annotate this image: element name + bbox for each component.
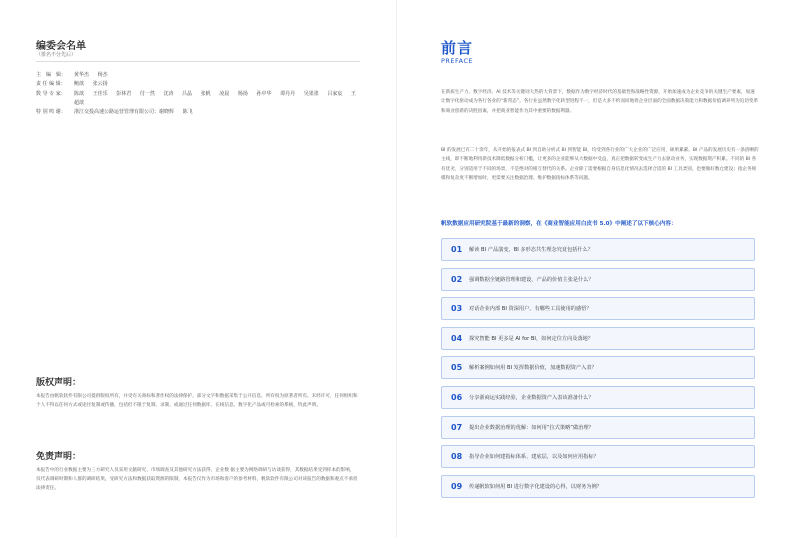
credit-name: 陈飞 <box>182 109 193 116</box>
question-item <box>441 445 755 468</box>
credit-name: 吕家宸 <box>327 90 343 97</box>
credit-names <box>74 71 358 80</box>
question-text: 提出企业数据治理的优解：如何用“拉式策略”做治理？ <box>469 424 594 431</box>
preface-paragraph-2: BI 的发展已有二十余年，从开始的报表式 BI 到自助分析式 BI 到智能 BI，均受到各行业的广大企业的广泛应用，硕果累累。BI 产品的发展历史有一条清晰的主线，即不断地利用新技术降低数据分析门槛，让更多的企业能够从大数据中受益，真正把数据转变成生产力去驱动业务，实现数据资产积累。不同的 BI 各有优劣，分别适用于不同的场景，不是绝对的相互替代的关系。企业除了需要根据自身信息化情况去选择合适的 BI 工具类别，也要做好数仓建设；指企务规模和复杂度不断增加时，更需要关注数据治理、维护数据指标体系等问题。 <box>441 148 759 182</box>
question-number: 08 <box>451 452 463 462</box>
question-text: 强调数据全链路管理和建设，产品的价值主张是什么？ <box>469 276 594 283</box>
credit-name: 张云扬 <box>92 81 108 88</box>
credit-row-special-thanks <box>36 108 358 117</box>
question-item <box>441 327 755 350</box>
question-number: 03 <box>451 304 463 314</box>
question-text: 对话企业内部 BI 资深用户，有哪些工具使用的感悟？ <box>469 306 592 313</box>
core-content-lead: 帆软数据应用研究院基于最新的洞察，在《商业智能应用白皮书 5.0》中阐述了以下核心内容： <box>441 221 677 227</box>
credit-name: 吴墨墨 <box>303 90 319 97</box>
credit-name: 王佳乐 <box>92 90 108 97</box>
question-item <box>441 268 755 291</box>
editorial-board-title: 编委会名单 <box>36 41 86 52</box>
credit-name: 吕晶 <box>182 90 193 97</box>
left-page <box>0 0 396 538</box>
credit-name: 谭丹丹 <box>280 90 296 97</box>
credit-name: 彭林君 <box>116 90 132 97</box>
question-text: 分享浙商运实践经验，企业数据资产入表该准备什么？ <box>469 394 594 401</box>
credit-name: 孙中华 <box>256 90 272 97</box>
credit-names <box>74 90 358 109</box>
credit-label: 特 别 鸣 谢： <box>36 109 66 116</box>
preface-title: 前言 <box>441 39 474 57</box>
credit-name: 陈歆 <box>74 90 85 97</box>
question-number: 05 <box>451 363 463 373</box>
preface-title-en: PREFACE <box>441 57 474 65</box>
question-text: 指导企业如何建指标体系、建底层，以及如何应用指标？ <box>469 454 599 461</box>
question-item <box>441 475 755 498</box>
credit-name: 杨扬 <box>237 90 248 97</box>
credit-name: 杨杰 <box>97 72 108 78</box>
credit-name: 张帆 <box>200 90 211 97</box>
question-item <box>441 238 755 261</box>
question-item <box>441 356 755 379</box>
credit-names <box>74 108 358 117</box>
copyright-title: 版权声明： <box>36 378 82 388</box>
credit-name: 鲍歆 <box>74 81 85 88</box>
credit-row-responsible-editor <box>36 80 358 89</box>
credit-name: 凌晨 <box>219 90 230 97</box>
right-page <box>397 0 793 538</box>
credit-name: 沈涛 <box>163 90 174 97</box>
divider-line <box>36 61 360 62</box>
question-text: 解析案例如何用 BI 发挥数据价值，加速数据资产入表？ <box>469 365 597 372</box>
preface-paragraph-1: 在新质生产力、数字经济、AI 技术等关键词大热的大背景下，数据作为数字经济时代的基础性和战略性资源，开始加速成为企业竞争的关键生产要素，加速让数字化驱动成为各行各业的“新常态”。各行业虽然数字化转型进程不一，但是大多不约而同地将企业层面的全面数据决策能力和数据价值调养列为迫切变革和商业创新的决胜因素，并把商业智能作为其中重要的数据利器。 <box>441 90 759 114</box>
core-questions-list <box>441 238 755 504</box>
question-text: 传递帆软如何用 BI 进行数字化建设的心得，以财务为例？ <box>469 483 602 490</box>
credit-row-chief-editor <box>36 71 358 80</box>
question-text: 解读 BI 产品演变，BI 多形态共生理念究竟包括什么？ <box>469 247 594 253</box>
credit-label: 主 编 辑： <box>36 72 67 78</box>
question-item <box>441 297 755 320</box>
credit-label: 数 导 专 家： <box>36 90 66 97</box>
question-number: 04 <box>451 333 463 343</box>
credit-names <box>74 80 358 89</box>
credit-name: 黄华杰 <box>74 72 90 78</box>
question-number: 01 <box>451 245 463 254</box>
credit-name: 浙江交投高速公路运营管理有限公司：谢晓辉 <box>74 109 175 116</box>
disclaimer-title: 免责声明： <box>36 452 82 462</box>
question-number: 06 <box>451 392 463 402</box>
question-text: 探究智能 BI 更多是 AI for BI，如何定位方向及落地？ <box>469 335 594 342</box>
question-item <box>441 416 755 439</box>
question-number: 09 <box>451 481 463 491</box>
credit-name: 王超歆 <box>74 90 356 106</box>
credits-list <box>36 71 358 117</box>
editorial-board-subtitle: （排名不分先后） <box>36 52 77 58</box>
copyright-body: 本报告由帆软软件有限公司提供版权所有，并受有关商标和著作权的法律保护，部分文字和数据采集于公开信息，所有权为原著者所有。未经许可，任何组织和个人不得以任何方式或途径复制或传播，包括但不限于复制、录制、或通过任何数据库、在线信息、数字化产品或可检索的系统，特此声明。 <box>36 394 358 409</box>
credit-row-experts <box>36 90 358 109</box>
disclaimer-body: 本报告中的行业数据主要为三方研究人员采用文献研究、市场调查及其他研究方法获得，企业数 据主要为网络调研与访谈获得，其数据结果受到样本的影响，仅代表调研时期和人群的调研结果，受研究方法和数据获取资源的限制，本报告仅作为市场和客户的参考材料，帆软软件有限公司对该报告的数据和观点不承担法律责任。 <box>36 468 358 492</box>
credit-name: 付一然 <box>139 90 155 97</box>
question-number: 02 <box>451 274 463 284</box>
question-item <box>441 386 755 409</box>
credit-label: 责 任 编 辑： <box>36 81 66 88</box>
question-number: 07 <box>451 422 463 432</box>
